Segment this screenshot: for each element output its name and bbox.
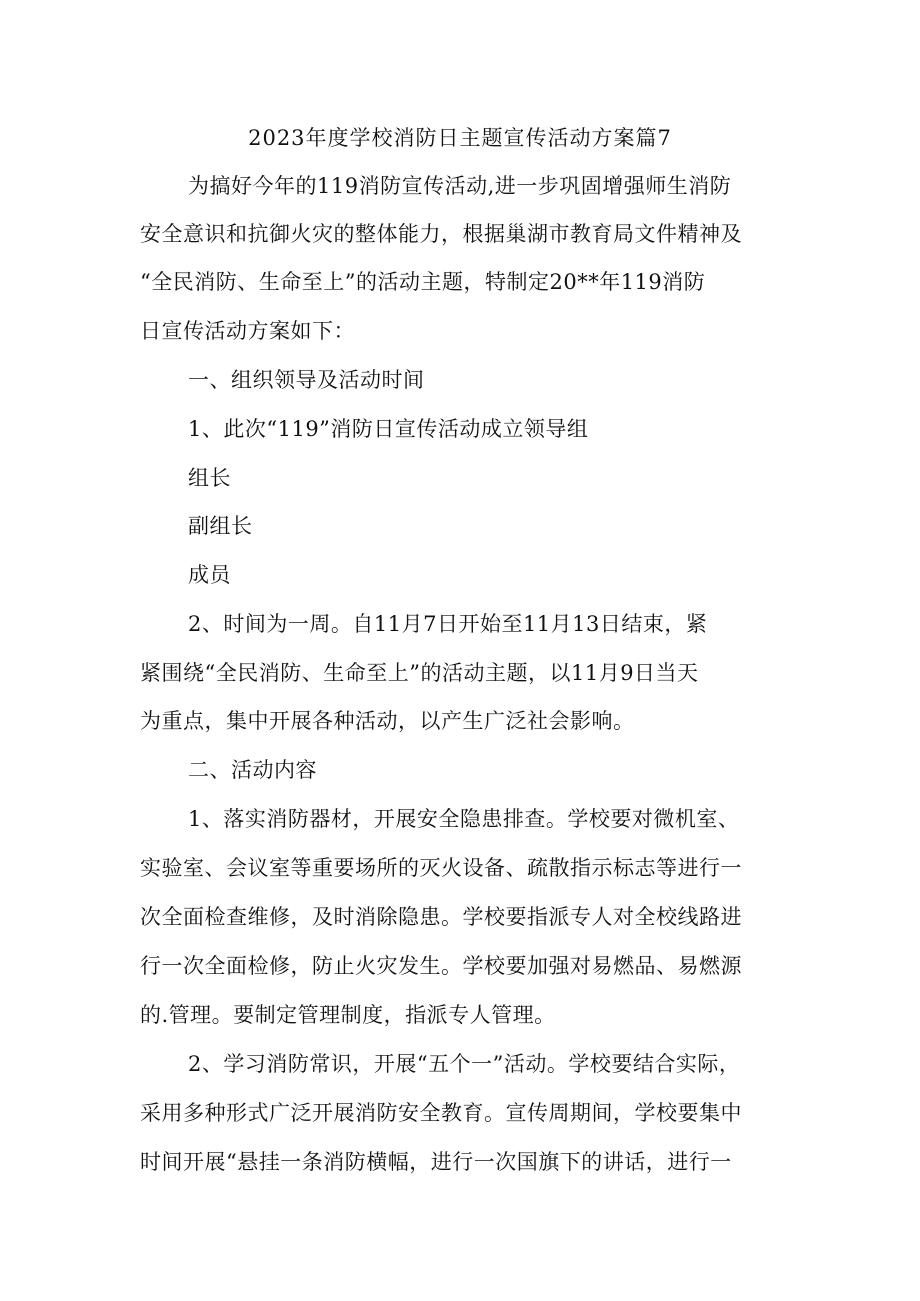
- section-heading: 一、组织领导及活动时间: [188, 368, 425, 392]
- role-label: 副组长: [188, 514, 253, 538]
- paragraph-line: 行一次全面检修，防止火灾发生。学校要加强对易燃品、易燃源: [140, 954, 742, 978]
- paragraph-line: 采用多种形式广泛开展消防安全教育。宣传周期间，学校要集中: [140, 1101, 742, 1125]
- paragraph-line: 紧围绕“全民消防、生命至上”的活动主题，以11月9日当天: [140, 661, 699, 685]
- paragraph-line: 1、此次“119”消防日宣传活动成立领导组: [188, 417, 589, 441]
- paragraph-line: 为搞好今年的119消防宣传活动,进一步巩固增强师生消防: [188, 174, 732, 198]
- paragraph-line: 的.管理。要制定管理制度，指派专人管理。: [140, 1003, 556, 1027]
- paragraph-line: 时间开展“悬挂一条消防横幅，进行一次国旗下的讲话，进行一: [140, 1150, 732, 1174]
- paragraph-line: 实验室、会议室等重要场所的灭火设备、疏散指示标志等进行一: [140, 856, 742, 880]
- paragraph-line: 2、时间为一周。自11月7日开始至11月13日结束，紧: [188, 612, 708, 636]
- paragraph-line: 安全意识和抗御火灾的整体能力，根据巢湖市教育局文件精神及: [140, 222, 742, 246]
- paragraph-line: 次全面检查维修，及时消除隐患。学校要指派专人对全校线路进: [140, 905, 742, 929]
- paragraph-line: 1、落实消防器材，开展安全隐患排查。学校要对微机室、: [188, 807, 740, 831]
- document-title: 2023年度学校消防日主题宣传活动方案篇7: [248, 126, 672, 150]
- paragraph-line: 2、学习消防常识，开展“五个一”活动。学校要结合实际，: [188, 1052, 741, 1076]
- paragraph-line: “全民消防、生命至上”的活动主题，特制定20**年119消防: [140, 270, 706, 294]
- role-label: 组长: [188, 466, 231, 490]
- section-heading: 二、活动内容: [188, 758, 317, 782]
- role-label: 成员: [188, 563, 231, 587]
- paragraph-line: 日宣传活动方案如下：: [140, 319, 355, 343]
- paragraph-line: 为重点，集中开展各种活动，以产生广泛社会影响。: [140, 709, 635, 733]
